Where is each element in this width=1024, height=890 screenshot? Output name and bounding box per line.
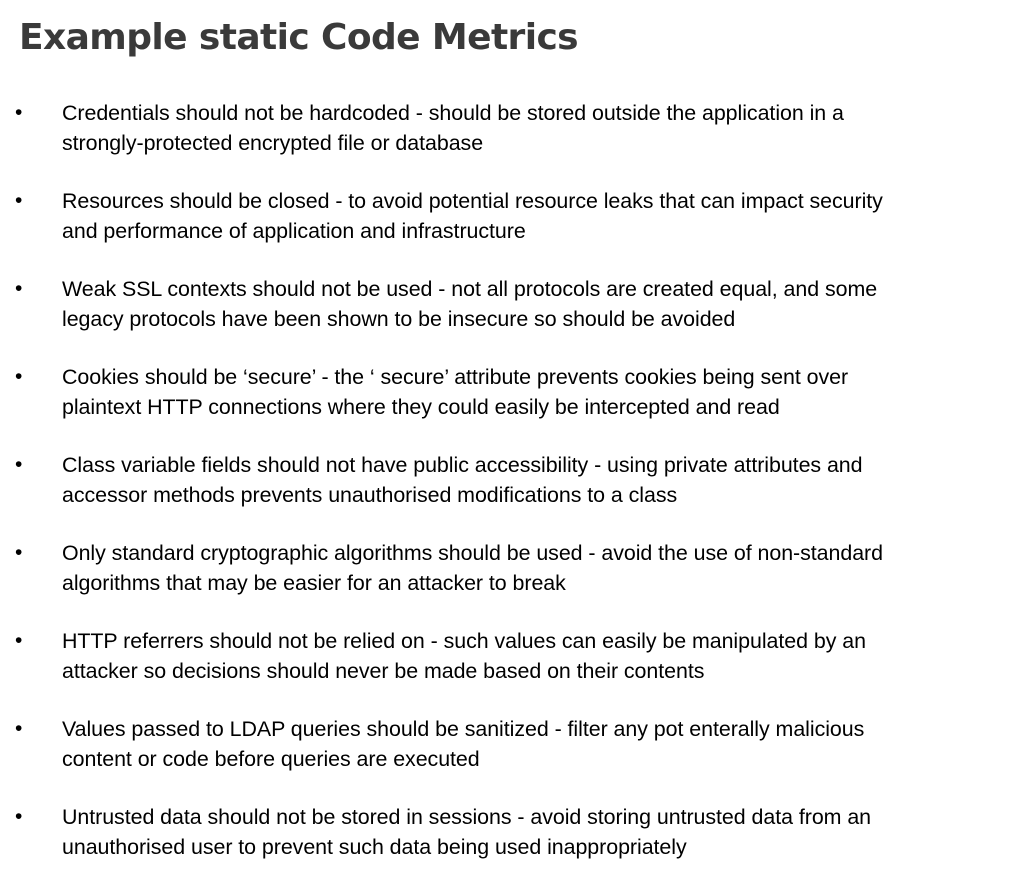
bullet-line: Only standard cryptographic algorithms should be used - avoid the use of non-standard	[62, 541, 883, 565]
bullet-marker: •	[15, 805, 23, 828]
bullet-text	[62, 450, 1022, 510]
bullet-marker: •	[15, 101, 23, 124]
bullet-line: legacy protocols have been shown to be insecure so should be avoided	[62, 307, 736, 331]
bullet-line: accessor methods prevents unauthorised modifications to a class	[62, 483, 678, 507]
bullet-marker: •	[15, 541, 23, 564]
bullet-text	[62, 714, 1022, 774]
bullet-text	[62, 186, 1022, 246]
bullet-item	[0, 714, 1024, 802]
bullet-marker: •	[15, 277, 23, 300]
bullet-line: attacker so decisions should never be made based on their contents	[62, 659, 705, 683]
bullet-line: algorithms that may be easier for an attacker to break	[62, 571, 566, 595]
slide-title: Example static Code Metrics	[19, 17, 579, 58]
bullet-item	[0, 802, 1024, 890]
bullet-item	[0, 362, 1024, 450]
bullet-text	[62, 274, 1022, 334]
bullet-line: content or code before queries are executed	[62, 747, 480, 771]
bullet-line: strongly-protected encrypted file or database	[62, 131, 484, 155]
bullet-line: unauthorised user to prevent such data being used inappropriately	[62, 835, 687, 859]
bullet-line: Credentials should not be hardcoded - should be stored outside the application in a	[62, 101, 844, 125]
bullet-line: Untrusted data should not be stored in sessions - avoid storing untrusted data from an	[62, 805, 872, 829]
bullet-text	[62, 538, 1022, 598]
bullet-marker: •	[15, 365, 23, 388]
bullet-line: Class variable fields should not have public accessibility - using private attributes and	[62, 453, 863, 477]
bullet-text	[62, 802, 1022, 862]
bullet-item	[0, 186, 1024, 274]
bullet-list	[0, 98, 1024, 890]
bullet-text	[62, 626, 1022, 686]
bullet-line: HTTP referrers should not be relied on - such values can easily be manipulated by an	[62, 629, 866, 653]
bullet-item	[0, 626, 1024, 714]
bullet-marker: •	[15, 717, 23, 740]
bullet-item	[0, 274, 1024, 362]
bullet-marker: •	[15, 189, 23, 212]
bullet-line: Cookies should be ‘secure’ - the ‘ secure’ attribute prevents cookies being sent over	[62, 365, 849, 389]
bullet-text	[62, 362, 1022, 422]
bullet-item	[0, 98, 1024, 186]
bullet-item	[0, 538, 1024, 626]
bullet-line: and performance of application and infrastructure	[62, 219, 526, 243]
bullet-line: plaintext HTTP connections where they could easily be intercepted and read	[62, 395, 780, 419]
bullet-line: Weak SSL contexts should not be used - not all protocols are created equal, and some	[62, 277, 878, 301]
bullet-line: Values passed to LDAP queries should be sanitized - filter any pot enterally malicious	[62, 717, 865, 741]
bullet-marker: •	[15, 629, 23, 652]
bullet-item	[0, 450, 1024, 538]
bullet-marker: •	[15, 453, 23, 476]
bullet-line: Resources should be closed - to avoid potential resource leaks that can impact security	[62, 189, 883, 213]
bullet-text	[62, 98, 1022, 158]
